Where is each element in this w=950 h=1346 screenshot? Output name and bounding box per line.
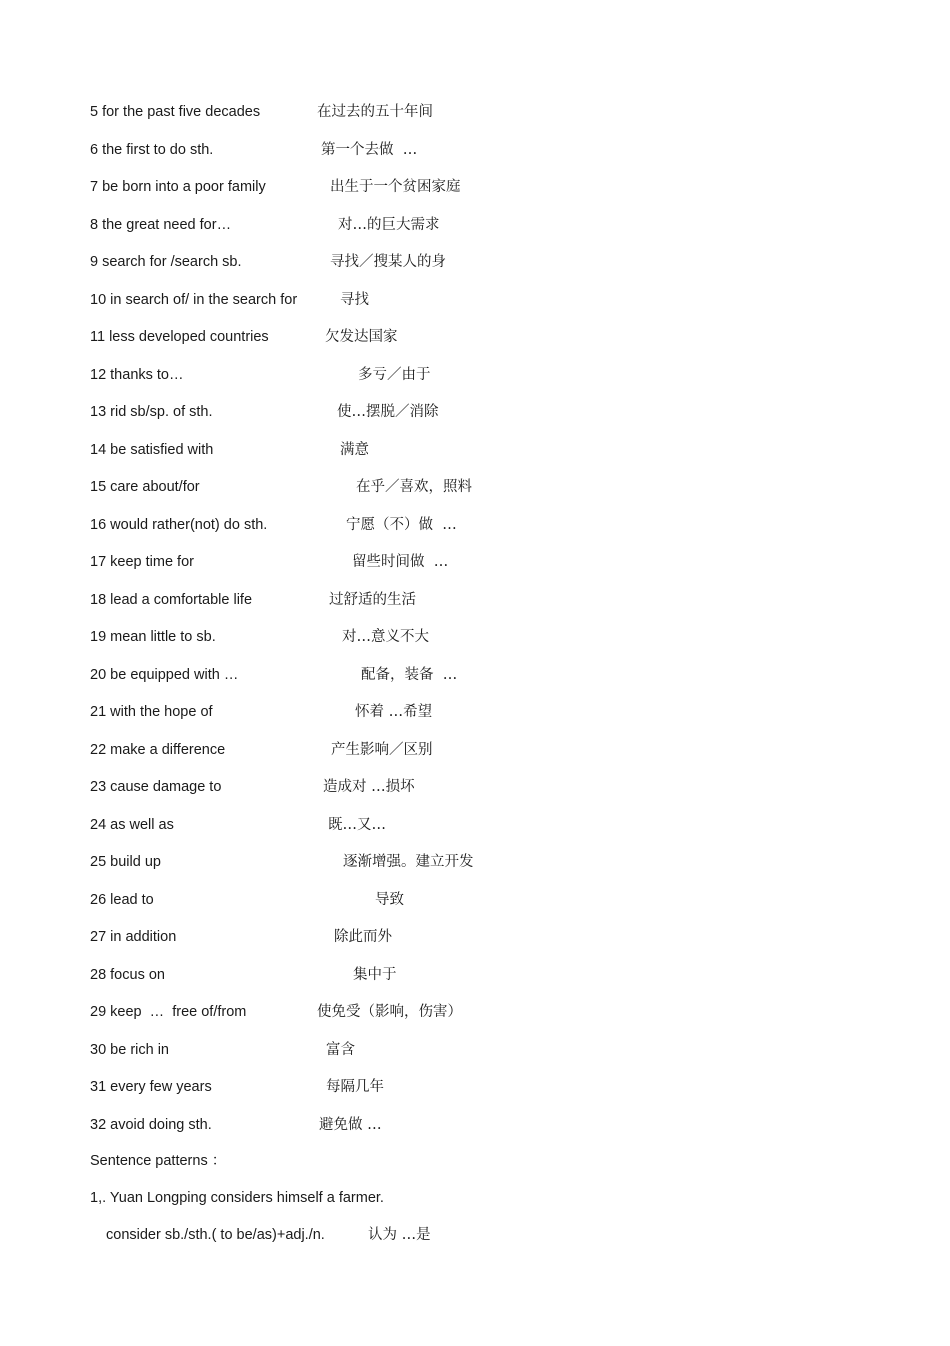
phrase-row (90, 289, 910, 311)
phrase-chinese: 对…意义不大 (342, 629, 429, 645)
phrase-chinese: 集中于 (353, 966, 397, 983)
phrase-english: 6 the first to do sth. (90, 141, 214, 158)
phrase-chinese: 过舒适的生活 (329, 591, 416, 608)
phrase-chinese: 每隔几年 (326, 1079, 384, 1095)
phrase-english: 10 in search of/ in the search for (90, 291, 298, 308)
phrase-row (90, 739, 910, 761)
phrase-row (90, 814, 910, 836)
phrase-english: 12 thanks to… (90, 366, 184, 383)
phrase-row (90, 589, 910, 611)
phrase-chinese: 富含 (326, 1041, 355, 1058)
phrase-row (90, 1039, 910, 1061)
phrase-english: 7 be born into a poor family (90, 179, 266, 195)
phrase-chinese: 既…又… (328, 816, 386, 833)
phrase-english: 24 as well as (90, 816, 174, 833)
phrase-english: 16 would rather(not) do sth. (90, 516, 268, 533)
phrase-chinese: 对…的巨大需求 (338, 216, 440, 233)
phrase-chinese: 配备，装备 … (361, 666, 458, 683)
phrase-chinese: 在过去的五十年间 (317, 104, 433, 120)
phrase-chinese: 寻找 (340, 291, 369, 308)
phrase-english: 8 the great need for… (90, 216, 232, 233)
phrase-english: 22 make a difference (90, 741, 226, 758)
phrase-english: 21 with the hope of (90, 704, 213, 720)
phrase-english: 18 lead a comfortable life (90, 591, 253, 608)
phrase-english: 20 be equipped with … (90, 666, 239, 683)
phrase-english: 14 be satisfied with (90, 441, 214, 458)
phrase-english: 29 keep … free of/from (90, 1004, 247, 1020)
phrase-row (90, 176, 910, 198)
phrase-chinese: 避免做 … (319, 1116, 382, 1133)
phrase-row (90, 139, 910, 161)
phrase-row (90, 1001, 910, 1023)
phrase-row (90, 326, 910, 348)
phrase-english: 26 lead to (90, 891, 154, 908)
phrase-english: 11 less developed countries (90, 329, 269, 345)
phrase-english: 15 care about/for (90, 479, 200, 495)
phrase-row (90, 1076, 910, 1098)
phrase-chinese: 导致 (375, 891, 404, 908)
phrase-row (90, 476, 910, 498)
phrase-chinese: 逐渐增强。建立开发 (343, 854, 474, 870)
phrase-english: 31 every few years (90, 1079, 212, 1095)
phrase-row (90, 664, 910, 686)
phrase-english: 5 for the past five decades (90, 104, 261, 120)
phrase-chinese: 寻找／搜某人的身 (330, 254, 446, 270)
phrase-row (90, 851, 910, 873)
phrase-english: 30 be rich in (90, 1041, 169, 1058)
phrase-row (90, 514, 910, 536)
phrase-row (90, 776, 910, 798)
phrase-chinese: 怀着 …希望 (355, 704, 433, 720)
sentence-patterns-heading: Sentence patterns ： (90, 1153, 227, 1169)
phrase-row (90, 1114, 910, 1136)
phrase-row (90, 401, 910, 423)
phrase-english: 27 in addition (90, 929, 177, 945)
phrase-row (90, 926, 910, 948)
phrase-english: 28 focus on (90, 966, 165, 983)
phrase-row (90, 251, 910, 273)
phrase-chinese: 使免受（影响，伤害） (317, 1004, 462, 1020)
phrase-row (90, 364, 910, 386)
phrase-row (90, 964, 910, 986)
phrase-english: 25 build up (90, 854, 161, 870)
phrase-chinese: 造成对 …损坏 (323, 779, 415, 795)
phrase-row (90, 626, 910, 648)
phrase-chinese: 欠发达国家 (325, 329, 398, 345)
phrase-english: 23 cause damage to (90, 779, 222, 795)
pattern-translation: 认为 …是 (368, 1227, 431, 1243)
phrase-chinese: 使…摆脱／消除 (337, 404, 439, 420)
pattern-structure: consider sb./sth.( to be/as)+adj./n. (106, 1227, 325, 1243)
example-sentence: 1,. Yuan Longping considers himself a farmer. (90, 1190, 384, 1206)
phrase-row (90, 214, 910, 236)
phrase-chinese: 多亏／由于 (358, 366, 431, 383)
phrase-english: 19 mean little to sb. (90, 629, 216, 645)
phrase-row (90, 701, 910, 723)
phrase-chinese: 宁愿（不）做 … (346, 516, 457, 533)
phrase-chinese: 在乎／喜欢，照料 (356, 479, 472, 495)
phrase-row (90, 439, 910, 461)
phrase-chinese: 第一个去做 … (321, 141, 418, 158)
phrase-chinese: 出生于一个贫困家庭 (330, 179, 461, 195)
phrase-chinese: 除此而外 (334, 929, 392, 945)
phrase-chinese: 留些时间做 … (352, 554, 449, 570)
phrase-english: 9 search for /search sb. (90, 254, 242, 270)
phrase-row (90, 551, 910, 573)
phrase-row (90, 889, 910, 911)
phrase-chinese: 产生影响／区别 (331, 741, 433, 758)
phrase-english: 13 rid sb/sp. of sth. (90, 404, 213, 420)
phrase-row (90, 101, 910, 123)
phrase-english: 32 avoid doing sth. (90, 1116, 212, 1133)
phrase-english: 17 keep time for (90, 554, 194, 570)
phrase-chinese: 满意 (340, 441, 369, 458)
